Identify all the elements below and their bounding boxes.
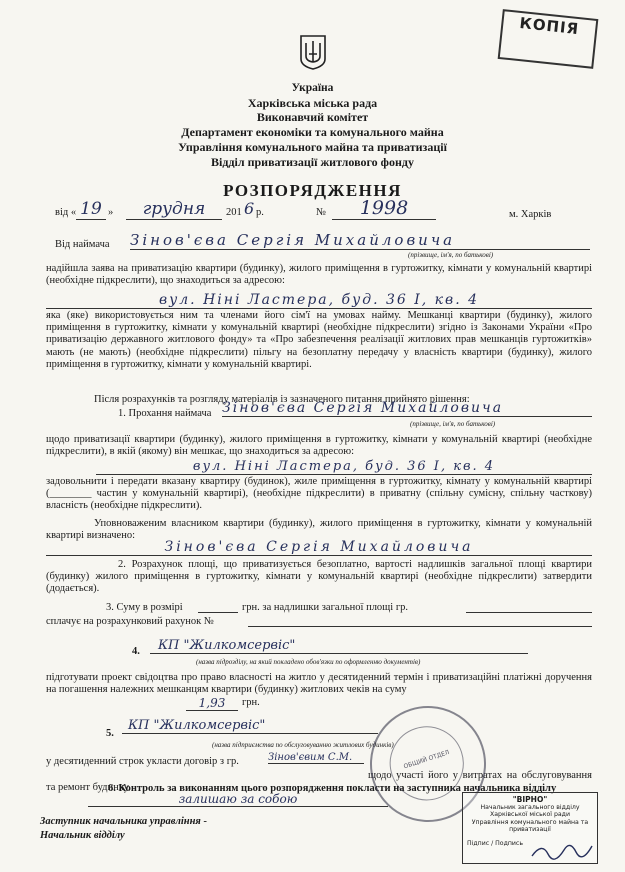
- order-number-label: №: [316, 207, 327, 218]
- signature-line1: Заступник начальника управління -: [40, 816, 207, 827]
- item1-text-a: щодо приватизації квартири (будинку), жилого приміщення в гуртожитку, кімнати у комунальній квартирі (необхідне підкреслити), в якій (якому) він мешкає, що знаходиться за адресою:: [46, 434, 592, 458]
- item1-address: вул. Ніні Ластера, буд. 36 І, кв. 4: [96, 459, 592, 475]
- department-label: Департамент економіки та комунального майна: [181, 125, 444, 139]
- committee-label: Виконавчий комітет: [256, 110, 369, 124]
- seal-label: ОБЩИЙ ОТДЕЛ: [402, 749, 451, 771]
- item4-text: підготувати проект свідоцтва про право власності на житло у десятиденний термін і приватизаційні платіжні доручення на погашення належних мешканцям квартири (будинку) житлових чеків на суму: [46, 672, 592, 696]
- date-year-prefix: 201: [226, 207, 242, 218]
- date-year-digit: 6: [244, 199, 255, 218]
- verno-line3: Управління комунального майна та приватизації: [471, 818, 589, 834]
- item1-label: 1. Прохання наймача: [118, 408, 212, 419]
- item4-caption: (назва підрозділу, на який покладено обов'язки по оформленню документів): [196, 658, 421, 666]
- item1-name: Зінов'єва Сергія Михайловича: [222, 400, 592, 417]
- tenant-name: Зінов'єва Сергія Михайловича: [130, 231, 590, 250]
- authorized-name: Зінов'єва Сергія Михайловича: [46, 539, 592, 556]
- item5-text-a: у десятиденний строк укласти договір з гр.: [46, 756, 239, 767]
- date-month: грудня: [126, 199, 222, 220]
- city-label: м. Харків: [509, 209, 552, 220]
- date-from-label: від «: [55, 207, 77, 218]
- tenant-caption: (прізвище, ім'я, по батькові): [408, 251, 494, 259]
- item5-org: КП "Жилкомсервіс": [122, 718, 378, 734]
- verno-line1: Начальник загального відділу: [480, 803, 580, 811]
- item4-org: КП "Жилкомсервіс": [150, 638, 528, 654]
- item5-caption: (назва підприємства по обслуговуванню житлових будинків): [212, 741, 394, 749]
- tenant-label: Від наймача: [55, 239, 110, 250]
- item4-num: 4.: [132, 646, 140, 657]
- item5-name: Зінов'євим С.М.: [268, 752, 364, 764]
- item3-text-c: сплачує на розрахунковий рахунок №: [46, 616, 214, 627]
- copy-stamp: КОПІЯ: [498, 9, 599, 69]
- item5-text-b: щодо участі його у витратах на обслуговування та ремонт будинку.: [46, 770, 592, 794]
- item3-sum-line: [198, 612, 238, 613]
- usage-paragraph: яка (яке) використовується ним та членами його сім'ї на умовах найму. Мешканці квартири (будинку), жилого приміщення в гуртожитку, кімнати у комунальній квартирі (необхідне підкреслити) згідно із Законами України «Про приватизацію державного житлового фонду» та «Про забезпечення реалізації житлових прав мешканців гуртожитків» мають (не мають) (необхідне підкреслити) пільгу на безоплатну передачу у власність квартири (будинку), жилого приміщення в гуртожитку, кімнати у комунальній квартирі.: [46, 310, 592, 370]
- address-handwritten: вул. Ніні Ластера, буд. 36 І, кв. 4: [46, 292, 592, 309]
- item1-caption: (прізвище, ім'я, по батькові): [410, 420, 496, 428]
- date-year-suffix: р.: [256, 207, 264, 218]
- order-number: 1998: [332, 197, 436, 220]
- office-label: Управління комунального майна та приватизації: [178, 140, 447, 154]
- item3-name-line: [466, 612, 592, 613]
- date-close-quote: »: [108, 207, 114, 218]
- item3-text-a: 3. Суму в розмірі: [106, 602, 183, 613]
- document-title: РОЗПОРЯДЖЕННЯ: [223, 181, 402, 200]
- verno-title: "ВІРНО": [512, 795, 548, 804]
- date-day: 19: [76, 199, 106, 220]
- handwritten-signature: [530, 838, 600, 869]
- country-label: Україна: [291, 82, 334, 94]
- item4-sum: 1,93: [186, 696, 238, 711]
- decision-intro: Після розрахунків та розгляду матеріалів із зазначеного питання прийнято рішення:: [94, 394, 470, 405]
- verno-line4: Підпис / Подпись: [467, 839, 523, 847]
- item6-hand: залишаю за собою: [88, 792, 388, 807]
- council-label: Харківська міська рада: [247, 96, 378, 110]
- item5-num: 5.: [106, 728, 114, 739]
- item1-text-b: задовольнити і передати вказану квартиру (будинок), жиле приміщення в гуртожитку, кімнату у комунальній квартирі (________ частин у комунальній квартирі), (необхідне підкреслити) в приватну (спільну сумісну, спільну часткову) власність (необхідне підкреслити).: [46, 476, 592, 512]
- item6-text: 6. Контроль за виконанням цього розпорядження покласти на заступника начальника відділу: [108, 783, 557, 794]
- division-label: Відділ приватизації житлового фонду: [211, 155, 414, 169]
- item4-sum-unit: грн.: [242, 697, 260, 708]
- trident-emblem-icon: [298, 34, 328, 70]
- item3-account-line: [248, 626, 592, 627]
- received-paragraph: надійшла заява на приватизацію квартири (будинку), жилого приміщення в гуртожитку, кімнати у комунальній квартирі (необхідне підкреслити), що знаходиться за адресою:: [46, 263, 592, 287]
- verno-line2: Харківської міської ради: [490, 811, 570, 819]
- item2-text: 2. Розрахунок площі, що приватизується безоплатно, вартості надлишків загальної площі квартири (будинку) жилого приміщення в гуртожитку, кімнати у комунальній квартирі (необхідне підкреслити) затвердити (додається).: [46, 559, 592, 595]
- signature-line2: Начальник відділу: [40, 830, 125, 841]
- authorized-text: Уповноваженим власником квартири (будинку), жилого приміщення в гуртожитку, кімнати у комунальній квартирі визначено:: [46, 518, 592, 542]
- item3-text-b: грн. за надлишки загальної площі гр.: [242, 602, 408, 613]
